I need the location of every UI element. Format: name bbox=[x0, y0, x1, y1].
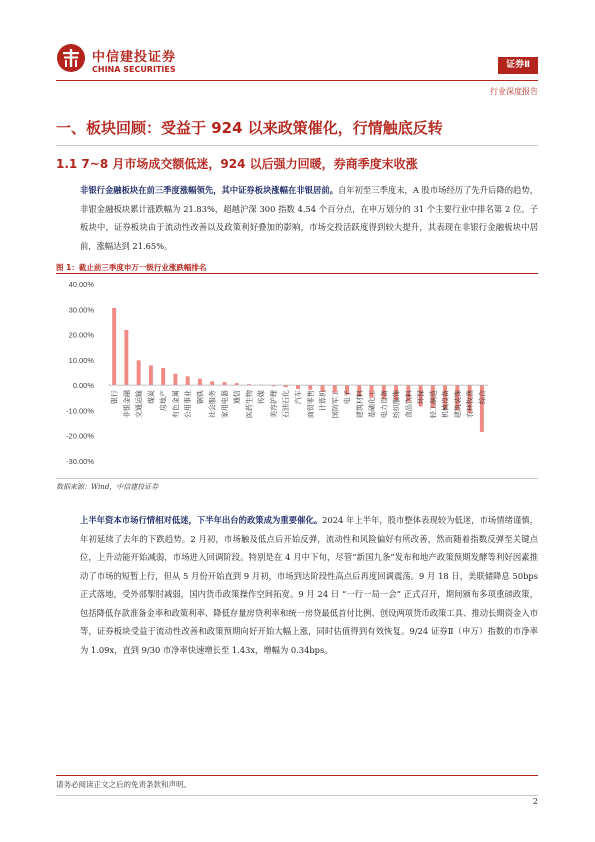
paragraph-2-body: 2024 年上半年，股市整体表现较为低迷，市场情绪谨慎，年初延续了去年的下跌趋势。2 月初，市场触及低点后开始反弹，流动性和风险偏好有所改善，然而随着指数反弹至关键点位，上升动能开始减弱，市场进入回调阶段。特别是在 4 月中下旬，尽管“新国九条”发布和地产政策预期发酵等利好因素推动了市场的短暂上行，但从 5 月份开始直到 9 月初，市场到达阶段性高点后再度回调震荡。9 月 18 日，美联储降息 50bps 正式落地，受外部掣肘减弱，国内货币政策操作空间拓宽。9 月 24 日 “一行一局一会” 正式召开，期间颁布多项重磅政策，包括降低存款准备金率和政策利率、降低存量房贷利率和统一房贷最低首付比例、创设两项货币政策工具、推动长期资金入市等，证券板块受益于流动性改善和政策预期向好开始大幅上涨，同时估值得到有效恢复。9/24 证券Ⅱ（申万）指数的市净率为 1.09x，直到 9/30 市净率快速增长至 1.43x，增幅为 0.34bps。 bbox=[80, 515, 538, 655]
x-tick-label: 房地产 bbox=[159, 390, 168, 412]
bar bbox=[198, 379, 202, 385]
x-tick-label: 环保 bbox=[417, 390, 426, 405]
x-axis bbox=[110, 389, 487, 418]
paragraph-2 bbox=[80, 511, 538, 659]
x-tick-label: 银行 bbox=[110, 390, 119, 405]
brand-name-en: CHINA SECURITIES bbox=[92, 65, 176, 74]
y-tick-label: 10.00% bbox=[68, 355, 94, 365]
y-tick-label: -20.00% bbox=[66, 431, 94, 441]
bar bbox=[161, 368, 165, 385]
x-tick-label: 建筑装饰 bbox=[453, 390, 462, 419]
x-tick-label: 食品饮料 bbox=[404, 390, 413, 419]
bar bbox=[222, 382, 226, 385]
sector-tag: 证券Ⅱ bbox=[498, 57, 538, 74]
footer-bottom-rule bbox=[56, 795, 538, 796]
y-tick-label: -10.00% bbox=[66, 406, 94, 416]
figure-top-rule bbox=[56, 273, 538, 274]
subsection-title: 1.1 7~8 月市场成交额低迷，924 以后强力回暖，券商季度末收涨 bbox=[56, 157, 418, 171]
x-tick-label: 建筑材料 bbox=[355, 390, 364, 419]
x-tick-label: 电子 bbox=[343, 390, 352, 405]
figure-bottom-rule bbox=[56, 478, 538, 479]
x-tick-label: 轻工制造 bbox=[429, 390, 438, 419]
x-tick-label: 通信 bbox=[233, 390, 242, 405]
section-divider bbox=[56, 145, 538, 146]
page-number: 2 bbox=[532, 797, 538, 806]
bar bbox=[296, 385, 300, 389]
report-type-label: 行业深度报告 bbox=[490, 87, 538, 96]
y-tick-label: 0.00% bbox=[72, 381, 94, 391]
company-logo bbox=[56, 40, 216, 84]
x-tick-label: 电力设备 bbox=[380, 390, 389, 419]
x-tick-label: 钢铁 bbox=[196, 390, 205, 405]
logo-mark-icon bbox=[56, 43, 86, 73]
paragraph-1-body: 自年初至三季度末，A 股市场经历了先升后降的趋势，非银金融板块累计涨跌幅为 21.83%，超越沪深 300 指数 4.54 个百分点，在申万划分的 31 个主要行业中排名第 2 位。子板块中，证券板块由于流动性改善以及政策利好叠加的影响，市场交投活跃度得到较大提升，其表现在非银行金融板块中居前，涨幅达到 21.65%。 bbox=[80, 185, 538, 251]
x-tick-label: 传媒 bbox=[257, 390, 266, 405]
x-tick-label: 商贸零售 bbox=[306, 390, 315, 419]
brand-name-cn: 中信建投证券 bbox=[92, 50, 177, 65]
footer-divider bbox=[56, 775, 538, 776]
paragraph-1 bbox=[80, 181, 538, 255]
x-tick-label: 美容护理 bbox=[269, 390, 278, 419]
x-tick-label: 交通运输 bbox=[135, 390, 144, 419]
bar bbox=[210, 381, 214, 385]
y-tick-label: 30.00% bbox=[68, 305, 94, 315]
paragraph-1-lead: 非银行金融板块在前三季度涨幅领先，其中证券板块涨幅在非银居前。 bbox=[80, 185, 338, 195]
bar bbox=[137, 360, 141, 385]
x-tick-label: 汽车 bbox=[294, 390, 303, 405]
x-tick-label: 机械设备 bbox=[441, 390, 450, 419]
bar bbox=[308, 385, 312, 390]
y-tick-label: 20.00% bbox=[68, 330, 94, 340]
disclaimer-text: 请务必阅读正文之后的免责条款和声明。 bbox=[56, 780, 191, 789]
bar bbox=[186, 376, 190, 385]
bar bbox=[112, 308, 116, 385]
y-axis bbox=[66, 280, 94, 466]
x-tick-label: 石油石化 bbox=[282, 390, 291, 419]
bars bbox=[112, 308, 487, 432]
x-tick-label: 农林牧渔 bbox=[466, 390, 475, 419]
x-tick-label: 综合 bbox=[478, 390, 487, 405]
x-tick-label: 公用事业 bbox=[184, 390, 193, 419]
x-tick-label: 计算机 bbox=[319, 390, 328, 412]
figure-source: 数据来源：Wind，中信建投证券 bbox=[56, 483, 159, 491]
section-title: 一、板块回顾：受益于 924 以来政策催化，行情触底反转 bbox=[56, 119, 443, 137]
x-tick-label: 基础化工 bbox=[368, 390, 377, 419]
x-tick-label: 纺织服饰 bbox=[392, 390, 401, 419]
bar bbox=[173, 374, 177, 385]
x-tick-label: 非银金融 bbox=[122, 390, 131, 419]
paragraph-2-lead: 上半年资本市场行情相对低迷，下半年出台的政策成为重要催化。 bbox=[80, 515, 323, 525]
x-tick-label: 煤炭 bbox=[147, 390, 156, 405]
header-divider bbox=[56, 80, 538, 81]
figure-label: 图 1：截止前三季度申万一级行业涨跌幅排名 bbox=[56, 263, 207, 272]
x-tick-label: 社会服务 bbox=[208, 390, 217, 419]
x-tick-label: 有色金属 bbox=[171, 390, 180, 419]
y-tick-label: 40.00% bbox=[68, 280, 94, 289]
industry-return-bar-chart bbox=[56, 278, 538, 474]
x-tick-label: 国防军工 bbox=[331, 390, 340, 419]
x-tick-label: 家用电器 bbox=[220, 390, 229, 419]
bar bbox=[149, 365, 153, 385]
x-tick-label: 医药生物 bbox=[245, 390, 254, 419]
bar bbox=[124, 330, 128, 385]
y-tick-label: -30.00% bbox=[66, 457, 94, 466]
